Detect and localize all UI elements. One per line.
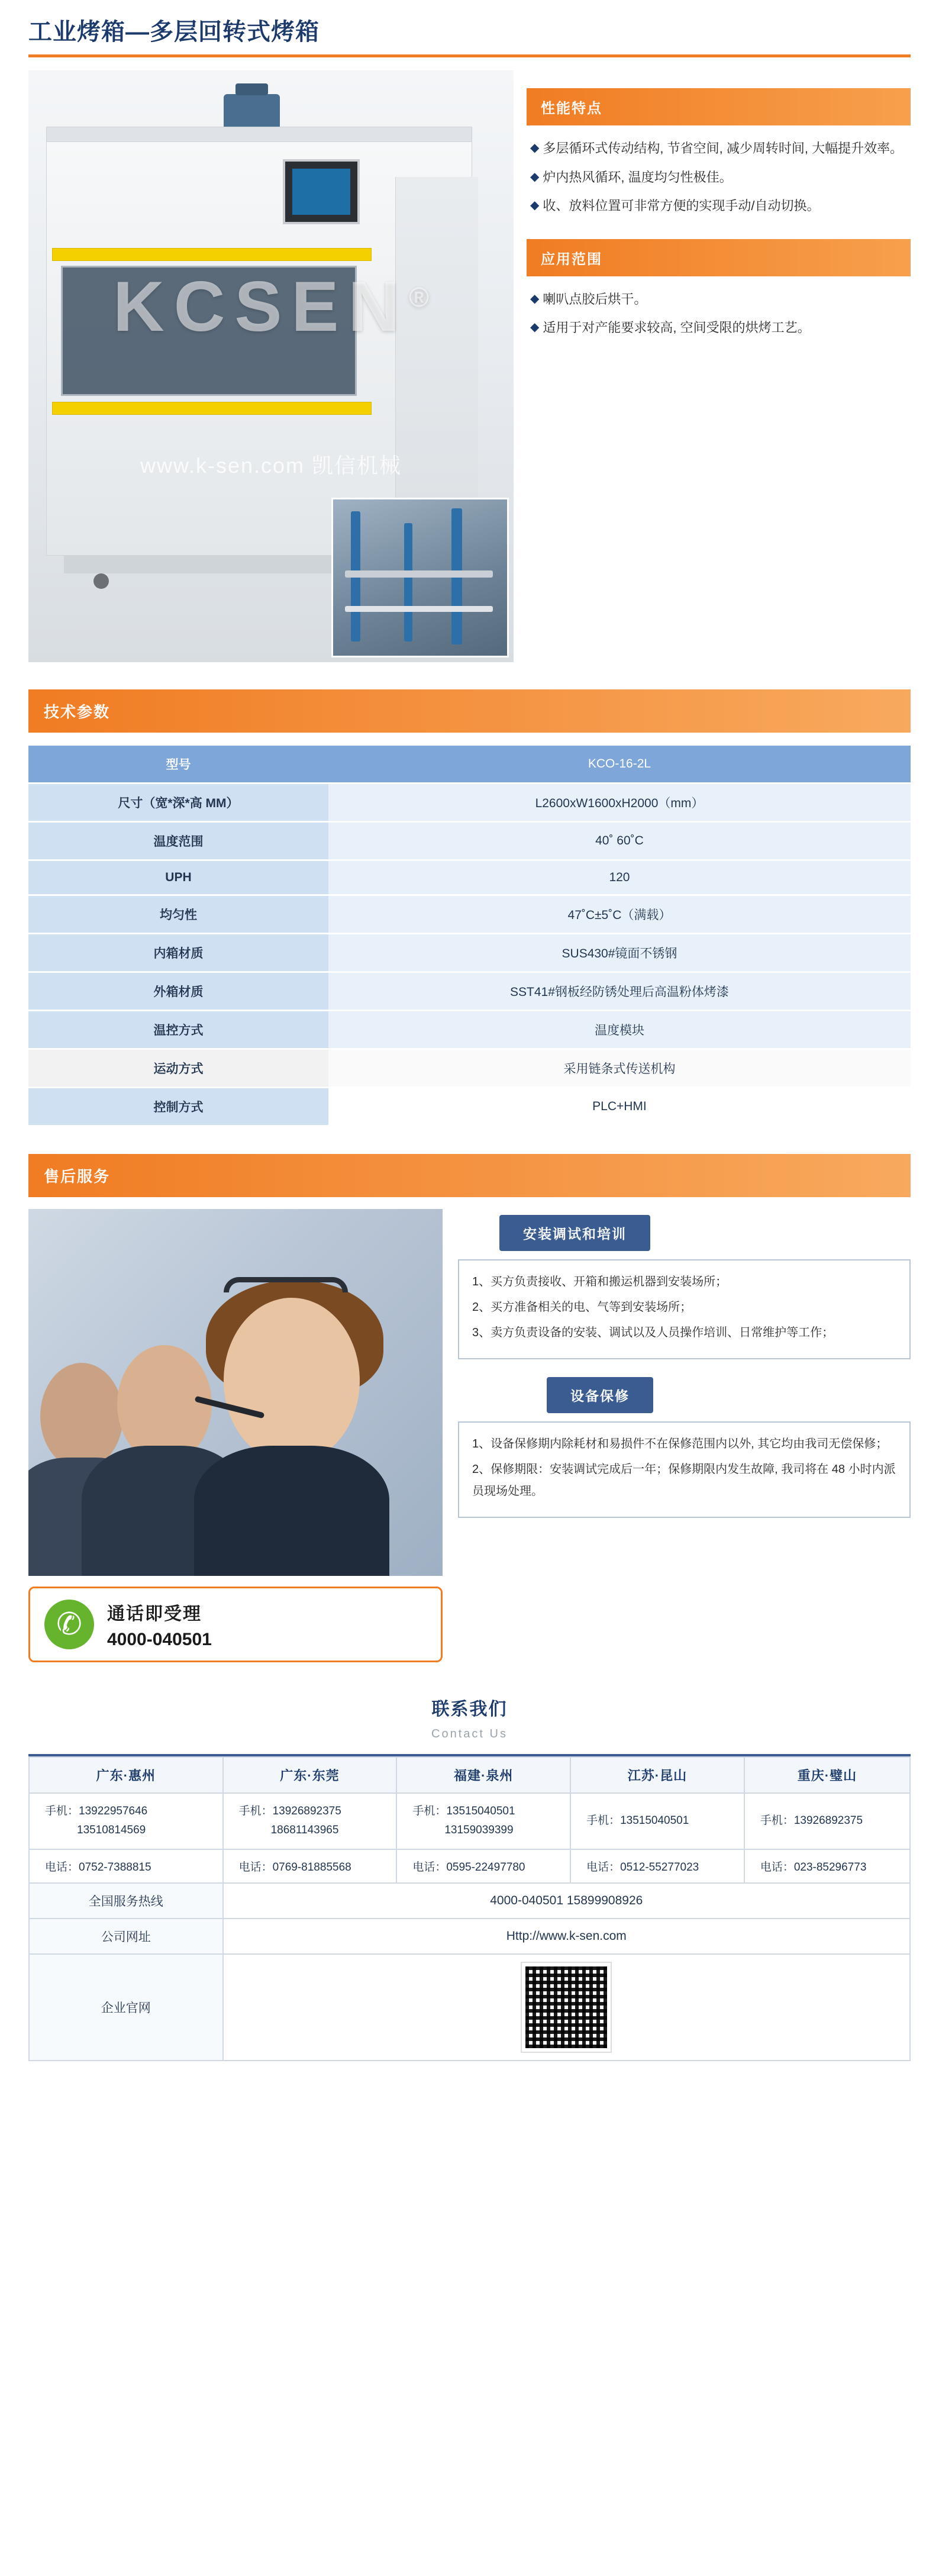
diamond-bullet-icon: ◆: [530, 199, 540, 212]
mobile-line: 手机：13926892375: [238, 1805, 341, 1817]
product-photo-column: [28, 70, 514, 662]
application-text: 喇叭点胶后烘干。: [543, 291, 647, 307]
table-row: [28, 1049, 911, 1088]
features-heading: 性能特点: [527, 88, 911, 125]
hotline-values[interactable]: 4000-040501 15899908926: [223, 1883, 910, 1919]
mobile-line: 13159039399: [444, 1824, 514, 1837]
table-row: [28, 1088, 911, 1126]
inset-rail: [345, 606, 493, 612]
mobile-cell: [223, 1793, 397, 1849]
machine-hmi-panel: [283, 159, 360, 224]
overview-text-column: [527, 70, 911, 662]
param-value: 40˚ 60˚C: [328, 822, 911, 860]
list-item: 2、保修期限：安装调试完成后一年；保修期限内发生故障, 我司将在 48 小时内派员现场处理。: [472, 1463, 896, 1498]
param-key: 均匀性: [28, 895, 328, 934]
diamond-bullet-icon: ◆: [530, 292, 540, 305]
param-key: 温度范围: [28, 822, 328, 860]
contact-column-header: 江苏·昆山: [570, 1757, 744, 1793]
warranty-notes: [458, 1421, 911, 1518]
table-row: [29, 1883, 910, 1919]
qr-code-icon[interactable]: [522, 1963, 611, 2052]
contact-column-header: 福建·泉州: [396, 1757, 570, 1793]
hotline-label: 全国服务热线: [29, 1883, 223, 1919]
hotline-text: [107, 1599, 212, 1650]
feature-text: 多层循环式传动结构, 节省空间, 减少周转时间, 大幅提升效率。: [543, 141, 903, 156]
table-row: [29, 1919, 910, 1954]
param-key: 型号: [28, 746, 328, 784]
table-row: [29, 1849, 910, 1883]
headset-band-icon: [224, 1277, 348, 1292]
tel-cell: 电话：0512-55277023: [570, 1849, 744, 1883]
overview-section: [0, 57, 939, 662]
diamond-bullet-icon: ◆: [530, 321, 540, 334]
mobile-cell: [570, 1793, 744, 1849]
hotline-box: [28, 1587, 443, 1662]
page-title: 工业烤箱—多层回转式烤箱: [28, 19, 320, 45]
contact-table: [28, 1756, 911, 2061]
agent-head: [224, 1298, 360, 1463]
table-row: [28, 1011, 911, 1049]
inset-rail: [345, 570, 493, 578]
param-key: 尺寸（宽*深*高 MM）: [28, 784, 328, 822]
machine-side-cabinet: [395, 177, 478, 544]
after-sales-section: [0, 1197, 939, 1662]
hotline-label: 通话即受理: [107, 1604, 202, 1624]
param-value: 120: [328, 860, 911, 895]
diamond-bullet-icon: ◆: [530, 170, 540, 183]
website-label: 公司网址: [29, 1919, 223, 1954]
feature-text: 收、放料位置可非常方便的实现手动/自动切换。: [543, 198, 820, 213]
after-sales-heading: 售后服务: [28, 1154, 911, 1197]
list-item: 2、买方准备相关的电、气等到安装场所；: [472, 1301, 692, 1314]
param-key: UPH: [28, 860, 328, 895]
param-value: SST41#钢板经防锈处理后高温粉体烤漆: [328, 972, 911, 1011]
tel-cell: 电话：0769-81885568: [223, 1849, 397, 1883]
list-item: [530, 166, 905, 189]
contact-title: 联系我们: [431, 1700, 508, 1719]
tel-cell: 电话：0752-7388815: [29, 1849, 223, 1883]
watermark-text: KCSEN: [113, 267, 409, 346]
param-key: 内箱材质: [28, 934, 328, 972]
machine-motor: [224, 94, 280, 130]
list-item: [530, 317, 905, 340]
contact-column-header: 重庆·璧山: [744, 1757, 910, 1793]
mobile-line: 13510814569: [77, 1824, 146, 1837]
customer-service-photo: [28, 1209, 443, 1576]
machine-yellow-bar-top: [52, 248, 372, 261]
after-sales-left: [28, 1209, 443, 1662]
table-row: [28, 934, 911, 972]
param-value: SUS430#镜面不锈钢: [328, 934, 911, 972]
agent-head: [40, 1363, 123, 1469]
install-notes: [458, 1259, 911, 1359]
table-row: [28, 746, 911, 784]
param-value: PLC+HMI: [328, 1088, 911, 1126]
registered-mark-icon: ®: [409, 282, 429, 312]
phone-icon: [44, 1600, 94, 1649]
table-row: [29, 1954, 910, 2061]
param-value: 采用链条式传送机构: [328, 1049, 911, 1088]
list-item: 3、卖方负责设备的安装、调试以及人员操作培训、日常维护等工作；: [472, 1326, 834, 1339]
mobile-cell: [29, 1793, 223, 1849]
contact-column-header: 广东·惠州: [29, 1757, 223, 1793]
inset-pipe: [404, 523, 412, 641]
mobile-line: 手机：13926892375: [760, 1814, 863, 1827]
product-photo: [28, 70, 514, 662]
table-row: [28, 972, 911, 1011]
after-sales-right: [458, 1209, 911, 1662]
table-row: [28, 860, 911, 895]
contact-column-header: 广东·东莞: [223, 1757, 397, 1793]
mobile-line: 18681143965: [270, 1824, 339, 1837]
qr-cell: [223, 1954, 910, 2061]
website-value[interactable]: Http://www.k-sen.com: [223, 1919, 910, 1954]
param-value: L2600xW1600xH2000（mm）: [328, 784, 911, 822]
param-key: 控制方式: [28, 1088, 328, 1126]
param-value: KCO-16-2L: [328, 746, 911, 784]
list-item: [530, 137, 905, 160]
param-key: 温控方式: [28, 1011, 328, 1049]
applications-list: [527, 276, 911, 361]
diamond-bullet-icon: ◆: [530, 141, 540, 154]
list-item: [530, 288, 905, 311]
features-list: [527, 125, 911, 239]
contact-subtitle: Contact Us: [431, 1727, 508, 1740]
mobile-line: 手机：13515040501: [586, 1814, 689, 1827]
tel-cell: 电话：0595-22497780: [396, 1849, 570, 1883]
table-row: [28, 784, 911, 822]
mobile-cell: [396, 1793, 570, 1849]
param-value: 温度模块: [328, 1011, 911, 1049]
machine-window: [61, 266, 357, 396]
table-row-header: [29, 1757, 910, 1793]
title-block: [0, 0, 939, 57]
table-row: [28, 822, 911, 860]
param-key: 运动方式: [28, 1049, 328, 1088]
mobile-line: 手机：13922957646: [45, 1805, 148, 1817]
official-site-label: 企业官网: [29, 1954, 223, 2061]
agent-body: [194, 1446, 389, 1576]
feature-text: 炉内热风循环, 温度均匀性极佳。: [543, 169, 733, 185]
list-item: 1、设备保修期内除耗材和易损件不在保修范围内以外, 其它均由我司无偿保修；: [472, 1437, 888, 1450]
warranty-title: 设备保修: [547, 1377, 653, 1413]
param-value: 47˚C±5˚C（满载）: [328, 895, 911, 934]
machine-yellow-bar-bottom: [52, 402, 372, 415]
install-title: 安装调试和培训: [499, 1215, 650, 1251]
list-item: 1、买方负责接收、开箱和搬运机器到安装场所；: [472, 1275, 728, 1288]
table-row: [28, 895, 911, 934]
tel-cell: 电话：023-85296773: [744, 1849, 910, 1883]
applications-heading: 应用范围: [527, 239, 911, 276]
watermark-url: www.k-sen.com 凯信机械: [140, 453, 402, 478]
tech-params-heading: 技术参数: [28, 689, 911, 733]
mobile-line: 手机：13515040501: [412, 1805, 515, 1817]
tech-params-table: [28, 746, 911, 1127]
hotline-number[interactable]: 4000-040501: [107, 1630, 212, 1649]
table-row: [29, 1793, 910, 1849]
list-item: [530, 195, 905, 218]
application-text: 适用于对产能要求较高, 空间受限的烘烤工艺。: [543, 320, 811, 335]
mobile-cell: [744, 1793, 910, 1849]
param-key: 外箱材质: [28, 972, 328, 1011]
product-photo-inset: [331, 498, 509, 657]
